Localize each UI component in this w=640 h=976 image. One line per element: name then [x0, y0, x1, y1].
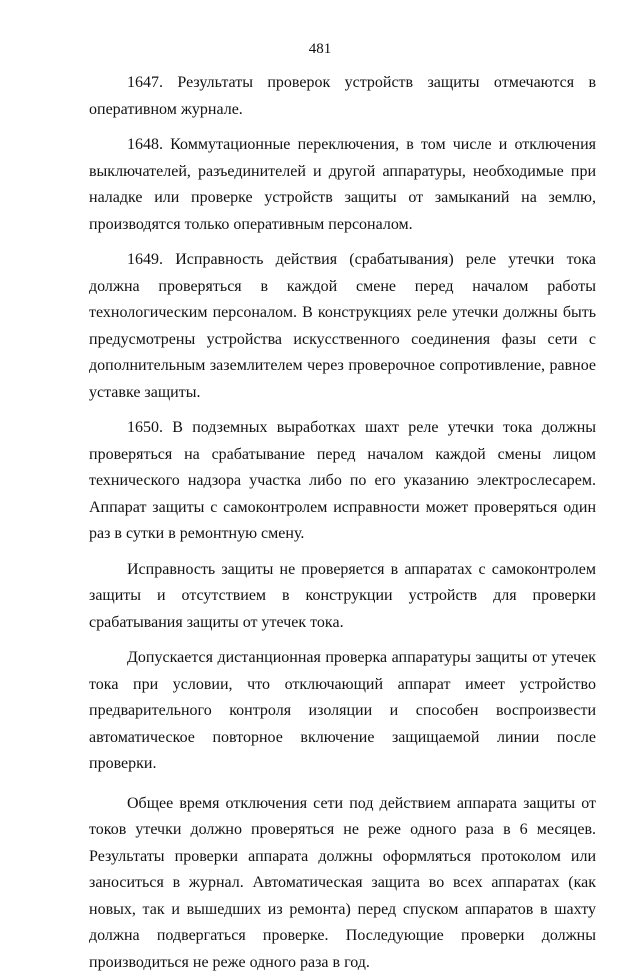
paragraph-1649: 1649. Исправность действия (срабатывания) реле утечки тока должна проверяться в каждой смене перед началом работы технологическим персоналом. В конструкциях реле утечки должны быть предусмотрены устройства искусственного соединения фазы сети с дополнительным заземлителем через проверочное сопротивление, равное уставке защиты. — [89, 247, 596, 406]
paragraph-disconnection-time: Общее время отключения сети под действием аппарата защиты от токов утечки должно проверяться не реже одного раза в 6 месяцев. Результаты проверки аппарата должны оформляться протоколом или заноситься в журнал. Автоматическая защита во всех аппаратах (как новых, так и вышедших из ремонта) перед спуском аппаратов в шахту должна подвергаться проверке. Последующие проверки должны производиться не реже одного раза в год. — [89, 791, 596, 976]
paragraph-remote-check: Допускается дистанционная проверка аппаратуры защиты от утечек тока при условии, что отключающий аппарат имеет устройство предварительного контроля изоляции и способен воспроизвести автоматическое повторное включение защищаемой линии после проверки. — [89, 645, 596, 778]
paragraph-self-control-exception: Исправность защиты не проверяется в аппаратах с самоконтролем защиты и отсутствием в конструкции устройств для проверки срабатывания защиты от утечек тока. — [89, 557, 596, 637]
paragraph-1650: 1650. В подземных выработках шахт реле утечки тока должны проверяться на срабатывание перед началом каждой смены лицом технического надзора участка либо по его указанию электрослесарем. Аппарат защиты с самоконтролем исправности может проверяться один раз в сутки в ремонтную смену. — [89, 415, 596, 548]
paragraph-1647: 1647. Результаты проверок устройств защиты отмечаются в оперативном журнале. — [89, 70, 596, 123]
page-number: 481 — [0, 41, 640, 58]
paragraph-1648: 1648. Коммутационные переключения, в том числе и отключения выключателей, разъединителей и другой аппаратуры, необходимые при наладке или проверке устройств защиты от замыканий на землю, производятся только оперативным персоналом. — [89, 132, 596, 238]
document-body — [89, 70, 596, 976]
